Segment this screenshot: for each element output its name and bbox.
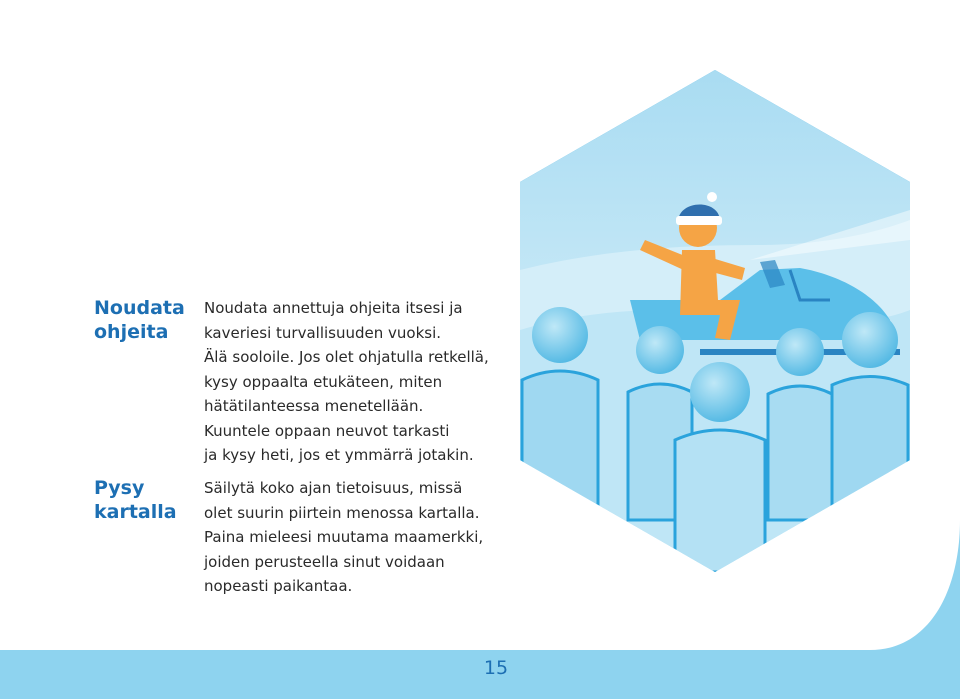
body-line: Älä sooloile. Jos olet ohjatulla retkellä, (204, 348, 489, 366)
section-title: Pysy kartalla (94, 477, 177, 523)
body-line: kaveriesi turvallisuuden vuoksi. (204, 323, 442, 342)
body-line: Paina mieleesi muutama maamerkki, (204, 528, 484, 546)
body-line: kysy oppaalta etukäteen, miten (204, 372, 443, 391)
body-line: Kuuntele oppaan neuvot tarkasti (204, 421, 450, 440)
body-line: Noudata annettuja ohjeita itsesi ja (204, 299, 463, 317)
section-body (204, 296, 534, 468)
section-title: Noudata ohjeita (94, 297, 185, 343)
hexagon-illustration (520, 70, 910, 572)
body-line: Säilytä koko ajan tietoisuus, missä (204, 479, 463, 497)
body-line: nopeasti paikantaa. (204, 577, 353, 595)
body-line: olet suurin piirtein menossa kartalla. (204, 503, 480, 522)
section-body (204, 476, 534, 599)
body-line: joiden perusteella sinut voidaan (204, 552, 445, 571)
page-number: 15 (483, 657, 509, 679)
body-line: hätätilanteessa menetellään. (204, 397, 424, 415)
corner-curve (870, 520, 960, 650)
body-line: ja kysy heti, jos et ymmärrä jotakin. (204, 446, 474, 464)
